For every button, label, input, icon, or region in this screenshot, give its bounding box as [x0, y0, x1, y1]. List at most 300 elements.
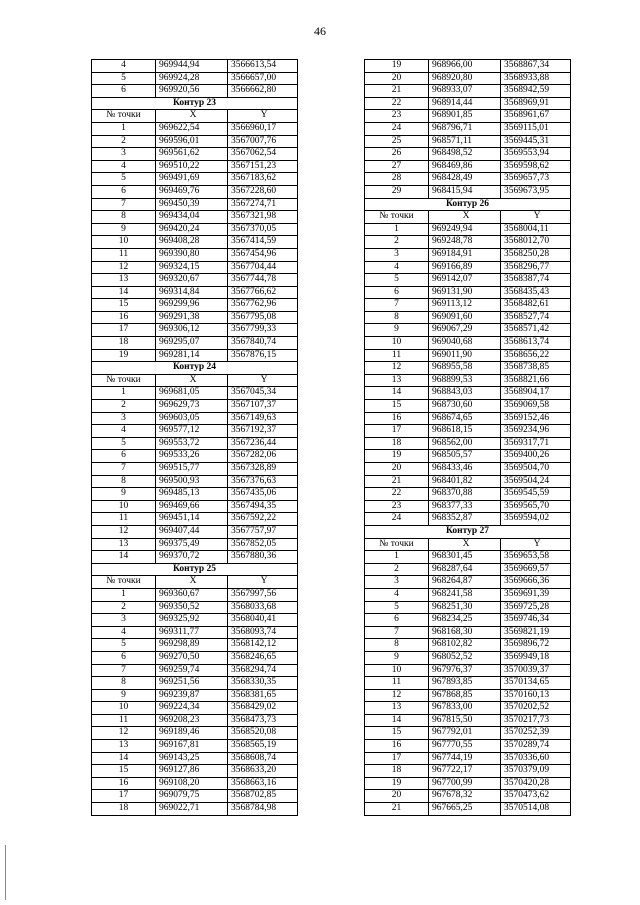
table-row	[92, 412, 298, 425]
contour-title-row	[92, 563, 298, 576]
y-coordinate: 3568296,77	[501, 261, 571, 274]
y-coordinate: 3568608,74	[228, 752, 298, 765]
y-coordinate: 3567762,96	[228, 299, 298, 312]
x-coordinate: 969350,52	[156, 601, 228, 614]
table-body-left	[92, 60, 298, 816]
x-coordinate: 968571,11	[429, 135, 501, 148]
table-row	[92, 463, 298, 476]
point-number: 4	[92, 626, 156, 639]
point-number: 5	[92, 437, 156, 450]
x-coordinate: 969142,07	[429, 274, 501, 287]
point-number: 25	[365, 135, 429, 148]
x-coordinate: 968377,33	[429, 500, 501, 513]
x-coordinate: 969299,96	[156, 299, 228, 312]
table-row	[365, 551, 571, 564]
x-coordinate: 969500,93	[156, 475, 228, 488]
x-coordinate: 968955,58	[429, 362, 501, 375]
y-coordinate: 3569553,94	[501, 148, 571, 161]
x-coordinate: 968234,25	[429, 614, 501, 627]
y-coordinate: 3569821,19	[501, 626, 571, 639]
point-number: 8	[365, 639, 429, 652]
x-coordinate: 969108,20	[156, 777, 228, 790]
point-number: 13	[92, 274, 156, 287]
x-coordinate: 969450,39	[156, 198, 228, 211]
y-coordinate: 3567107,37	[228, 400, 298, 413]
x-coordinate: 969167,81	[156, 740, 228, 753]
y-coordinate: 3568520,08	[228, 727, 298, 740]
table-row	[92, 803, 298, 816]
x-coordinate: 968505,57	[429, 450, 501, 463]
y-coordinate: 3568933,88	[501, 72, 571, 85]
y-coordinate: 3568656,22	[501, 349, 571, 362]
x-coordinate: 969291,38	[156, 311, 228, 324]
y-coordinate: 3570379,09	[501, 765, 571, 778]
header-point-number: № точки	[365, 211, 429, 224]
x-coordinate: 967770,55	[429, 740, 501, 753]
y-coordinate: 3567414,59	[228, 236, 298, 249]
point-number: 6	[92, 450, 156, 463]
y-coordinate: 3569504,24	[501, 475, 571, 488]
y-coordinate: 3570289,74	[501, 740, 571, 753]
table-row	[92, 337, 298, 350]
table-row	[92, 475, 298, 488]
table-row	[365, 173, 571, 186]
y-coordinate: 3567282,06	[228, 450, 298, 463]
x-coordinate: 969944,94	[156, 60, 228, 73]
y-coordinate: 3567376,63	[228, 475, 298, 488]
point-number: 7	[365, 626, 429, 639]
table-row	[365, 488, 571, 501]
x-coordinate: 968102,82	[429, 639, 501, 652]
y-coordinate: 3567007,76	[228, 135, 298, 148]
point-number: 24	[365, 513, 429, 526]
header-x: X	[429, 211, 501, 224]
x-coordinate: 969248,78	[429, 236, 501, 249]
x-coordinate: 968618,15	[429, 425, 501, 438]
point-number: 19	[365, 777, 429, 790]
table-row	[365, 803, 571, 816]
point-number: 13	[365, 374, 429, 387]
table-row	[92, 211, 298, 224]
table-row	[365, 588, 571, 601]
table-row	[365, 160, 571, 173]
point-number: 11	[365, 349, 429, 362]
y-coordinate: 3567435,06	[228, 488, 298, 501]
y-coordinate: 3568330,35	[228, 677, 298, 690]
table-row	[365, 236, 571, 249]
y-coordinate: 3569594,02	[501, 513, 571, 526]
coordinates-table-left	[91, 59, 298, 816]
column-header-row	[92, 110, 298, 123]
y-coordinate: 3569504,70	[501, 463, 571, 476]
x-coordinate: 969469,66	[156, 500, 228, 513]
point-number: 18	[92, 803, 156, 816]
point-number: 6	[92, 185, 156, 198]
x-coordinate: 968415,94	[429, 185, 501, 198]
y-coordinate: 3567328,89	[228, 463, 298, 476]
table-row	[92, 148, 298, 161]
x-coordinate: 969131,90	[429, 286, 501, 299]
x-coordinate: 969127,86	[156, 765, 228, 778]
y-coordinate: 3568633,20	[228, 765, 298, 778]
point-number: 7	[92, 463, 156, 476]
table-row	[92, 274, 298, 287]
y-coordinate: 3567880,36	[228, 551, 298, 564]
y-coordinate: 3568435,43	[501, 286, 571, 299]
x-coordinate: 969360,67	[156, 588, 228, 601]
y-coordinate: 3568482,61	[501, 299, 571, 312]
y-coordinate: 3569152,46	[501, 412, 571, 425]
point-number: 7	[365, 299, 429, 312]
x-coordinate: 969370,72	[156, 551, 228, 564]
x-coordinate: 967700,99	[429, 777, 501, 790]
y-coordinate: 3567454,96	[228, 248, 298, 261]
y-coordinate: 3568663,16	[228, 777, 298, 790]
y-coordinate: 3570336,60	[501, 752, 571, 765]
x-coordinate: 967868,85	[429, 689, 501, 702]
page-number: 46	[314, 24, 326, 38]
point-number: 11	[365, 677, 429, 690]
x-coordinate: 969091,60	[429, 311, 501, 324]
table-row	[365, 248, 571, 261]
point-number: 1	[365, 551, 429, 564]
x-coordinate: 969295,07	[156, 337, 228, 350]
x-coordinate: 968052,52	[429, 651, 501, 664]
point-number: 15	[92, 299, 156, 312]
y-coordinate: 3567592,22	[228, 513, 298, 526]
x-coordinate: 969224,34	[156, 702, 228, 715]
table-row	[92, 223, 298, 236]
x-coordinate: 969681,05	[156, 387, 228, 400]
point-number: 27	[365, 160, 429, 173]
point-number: 9	[92, 488, 156, 501]
point-number: 15	[365, 400, 429, 413]
point-number: 11	[92, 248, 156, 261]
x-coordinate: 969208,23	[156, 714, 228, 727]
table-row	[365, 110, 571, 123]
y-coordinate: 3569691,39	[501, 588, 571, 601]
table-row	[365, 513, 571, 526]
y-coordinate: 3570039,37	[501, 664, 571, 677]
table-row	[365, 450, 571, 463]
point-number: 22	[365, 97, 429, 110]
y-coordinate: 3569673,95	[501, 185, 571, 198]
y-coordinate: 3567062,54	[228, 148, 298, 161]
table-row	[92, 299, 298, 312]
y-coordinate: 3567151,23	[228, 160, 298, 173]
x-coordinate: 968843,03	[429, 387, 501, 400]
y-coordinate: 3568969,91	[501, 97, 571, 110]
x-coordinate: 968168,30	[429, 626, 501, 639]
point-number: 10	[365, 664, 429, 677]
x-coordinate: 967678,32	[429, 790, 501, 803]
y-coordinate: 3568142,12	[228, 639, 298, 652]
point-number: 8	[92, 677, 156, 690]
table-row	[365, 412, 571, 425]
y-coordinate: 3567274,71	[228, 198, 298, 211]
point-number: 7	[92, 664, 156, 677]
y-coordinate: 3568429,02	[228, 702, 298, 715]
column-header-row	[365, 211, 571, 224]
point-number: 3	[92, 412, 156, 425]
y-coordinate: 3567840,74	[228, 337, 298, 350]
table-row	[365, 601, 571, 614]
point-number: 1	[92, 387, 156, 400]
x-coordinate: 969259,74	[156, 664, 228, 677]
table-row	[365, 689, 571, 702]
table-row	[365, 261, 571, 274]
y-coordinate: 3566657,00	[228, 72, 298, 85]
point-number: 8	[92, 211, 156, 224]
x-coordinate: 968674,65	[429, 412, 501, 425]
x-coordinate: 968562,00	[429, 437, 501, 450]
x-coordinate: 967815,50	[429, 714, 501, 727]
table-row	[92, 324, 298, 337]
table-row	[365, 463, 571, 476]
table-row	[92, 198, 298, 211]
x-coordinate: 969390,80	[156, 248, 228, 261]
y-coordinate: 3567744,78	[228, 274, 298, 287]
point-number: 13	[92, 538, 156, 551]
table-row	[365, 286, 571, 299]
table-row	[365, 664, 571, 677]
table-row	[365, 387, 571, 400]
point-number: 17	[365, 425, 429, 438]
header-point-number: № точки	[92, 110, 156, 123]
point-number: 5	[365, 274, 429, 287]
y-coordinate: 3570202,52	[501, 702, 571, 715]
table-row	[92, 173, 298, 186]
x-coordinate: 969324,15	[156, 261, 228, 274]
x-coordinate: 968966,00	[429, 60, 501, 73]
table-row	[365, 765, 571, 778]
y-coordinate: 3568033,68	[228, 601, 298, 614]
y-coordinate: 3567321,98	[228, 211, 298, 224]
y-coordinate: 3569115,01	[501, 122, 571, 135]
table-row	[365, 727, 571, 740]
point-number: 18	[365, 437, 429, 450]
header-x: X	[156, 374, 228, 387]
x-coordinate: 968899,53	[429, 374, 501, 387]
y-coordinate: 3567799,33	[228, 324, 298, 337]
y-coordinate: 3570134,65	[501, 677, 571, 690]
table-row	[92, 525, 298, 538]
y-coordinate: 3569598,62	[501, 160, 571, 173]
contour-title: Контур 26	[365, 198, 571, 211]
x-coordinate: 969577,12	[156, 425, 228, 438]
table-row	[92, 185, 298, 198]
table-row	[365, 85, 571, 98]
point-number: 4	[92, 425, 156, 438]
point-number: 11	[92, 513, 156, 526]
y-coordinate: 3569666,36	[501, 576, 571, 589]
table-row	[365, 337, 571, 350]
table-row	[92, 236, 298, 249]
y-coordinate: 3569234,96	[501, 425, 571, 438]
y-coordinate: 3567876,15	[228, 349, 298, 362]
contour-title: Контур 24	[92, 362, 298, 375]
y-coordinate: 3569746,34	[501, 614, 571, 627]
point-number: 8	[92, 475, 156, 488]
point-number: 10	[92, 236, 156, 249]
point-number: 12	[92, 261, 156, 274]
table-row	[365, 274, 571, 287]
point-number: 12	[92, 727, 156, 740]
header-y: Y	[501, 538, 571, 551]
scan-margin-line	[5, 845, 6, 900]
x-coordinate: 969375,49	[156, 538, 228, 551]
x-coordinate: 969451,14	[156, 513, 228, 526]
point-number: 3	[365, 576, 429, 589]
x-coordinate: 969603,05	[156, 412, 228, 425]
point-number: 2	[92, 135, 156, 148]
table-row	[92, 614, 298, 627]
x-coordinate: 969189,46	[156, 727, 228, 740]
table-row	[92, 664, 298, 677]
x-coordinate: 968352,87	[429, 513, 501, 526]
x-coordinate: 969533,26	[156, 450, 228, 463]
y-coordinate: 3569400,26	[501, 450, 571, 463]
y-coordinate: 3567997,56	[228, 588, 298, 601]
y-coordinate: 3568613,74	[501, 337, 571, 350]
x-coordinate: 969306,12	[156, 324, 228, 337]
x-coordinate: 968287,64	[429, 563, 501, 576]
point-number: 3	[92, 148, 156, 161]
x-coordinate: 968264,87	[429, 576, 501, 589]
x-coordinate: 968301,45	[429, 551, 501, 564]
x-coordinate: 969251,56	[156, 677, 228, 690]
point-number: 23	[365, 110, 429, 123]
point-number: 8	[365, 311, 429, 324]
table-row	[365, 777, 571, 790]
table-row	[92, 740, 298, 753]
point-number: 2	[92, 601, 156, 614]
point-number: 24	[365, 122, 429, 135]
table-row	[365, 639, 571, 652]
point-number: 28	[365, 173, 429, 186]
x-coordinate: 969510,22	[156, 160, 228, 173]
point-number: 17	[365, 752, 429, 765]
x-coordinate: 969298,89	[156, 639, 228, 652]
table-row	[365, 299, 571, 312]
contour-title-row	[365, 525, 571, 538]
x-coordinate: 968796,71	[429, 122, 501, 135]
y-coordinate: 3567852,05	[228, 538, 298, 551]
x-coordinate: 969270,50	[156, 651, 228, 664]
y-coordinate: 3570252,39	[501, 727, 571, 740]
x-coordinate: 969491,69	[156, 173, 228, 186]
point-number: 4	[365, 261, 429, 274]
point-number: 16	[92, 311, 156, 324]
point-number: 14	[92, 752, 156, 765]
y-coordinate: 3568093,74	[228, 626, 298, 639]
x-coordinate: 969067,29	[429, 324, 501, 337]
table-row	[92, 160, 298, 173]
x-coordinate: 969113,12	[429, 299, 501, 312]
x-coordinate: 969434,04	[156, 211, 228, 224]
point-number: 20	[365, 790, 429, 803]
table-row	[365, 185, 571, 198]
point-number: 16	[365, 412, 429, 425]
table-row	[365, 223, 571, 236]
point-number: 5	[365, 601, 429, 614]
table-row	[365, 311, 571, 324]
x-coordinate: 968251,30	[429, 601, 501, 614]
y-coordinate: 3569657,73	[501, 173, 571, 186]
table-row	[92, 551, 298, 564]
y-coordinate: 3567494,35	[228, 500, 298, 513]
y-coordinate: 3569653,58	[501, 551, 571, 564]
point-number: 3	[92, 614, 156, 627]
point-number: 5	[92, 639, 156, 652]
point-number: 9	[92, 223, 156, 236]
contour-title-row	[92, 362, 298, 375]
point-number: 1	[92, 588, 156, 601]
x-coordinate: 969079,75	[156, 790, 228, 803]
point-number: 15	[365, 727, 429, 740]
table-row	[365, 500, 571, 513]
table-row	[92, 122, 298, 135]
x-coordinate: 969040,68	[429, 337, 501, 350]
point-number: 21	[365, 803, 429, 816]
x-coordinate: 969320,67	[156, 274, 228, 287]
point-number: 9	[365, 651, 429, 664]
point-number: 10	[365, 337, 429, 350]
point-number: 19	[365, 60, 429, 73]
x-coordinate: 969629,73	[156, 400, 228, 413]
x-coordinate: 969408,28	[156, 236, 228, 249]
x-coordinate: 969281,14	[156, 349, 228, 362]
point-number: 7	[92, 198, 156, 211]
x-coordinate: 967893,85	[429, 677, 501, 690]
table-row	[365, 740, 571, 753]
table-row	[92, 651, 298, 664]
y-coordinate: 3568702,85	[228, 790, 298, 803]
point-number: 16	[365, 740, 429, 753]
table-row	[365, 702, 571, 715]
table-row	[365, 362, 571, 375]
table-body-right	[365, 60, 571, 816]
x-coordinate: 969407,44	[156, 525, 228, 538]
x-coordinate: 968498,52	[429, 148, 501, 161]
x-coordinate: 969622,54	[156, 122, 228, 135]
table-row	[365, 677, 571, 690]
contour-title: Контур 25	[92, 563, 298, 576]
point-number: 18	[92, 337, 156, 350]
table-row	[92, 261, 298, 274]
point-number: 6	[365, 286, 429, 299]
y-coordinate: 3569725,28	[501, 601, 571, 614]
x-coordinate: 969314,84	[156, 286, 228, 299]
table-row	[92, 248, 298, 261]
table-row	[365, 374, 571, 387]
x-coordinate: 968914,44	[429, 97, 501, 110]
table-row	[365, 148, 571, 161]
y-coordinate: 3568294,74	[228, 664, 298, 677]
point-number: 23	[365, 500, 429, 513]
x-coordinate: 969239,87	[156, 689, 228, 702]
x-coordinate: 969166,89	[429, 261, 501, 274]
table-row	[365, 614, 571, 627]
point-number: 9	[92, 689, 156, 702]
table-row	[92, 349, 298, 362]
table-row	[92, 387, 298, 400]
x-coordinate: 968920,80	[429, 72, 501, 85]
point-number: 2	[365, 563, 429, 576]
table-row	[365, 475, 571, 488]
y-coordinate: 3569317,71	[501, 437, 571, 450]
point-number: 14	[365, 714, 429, 727]
